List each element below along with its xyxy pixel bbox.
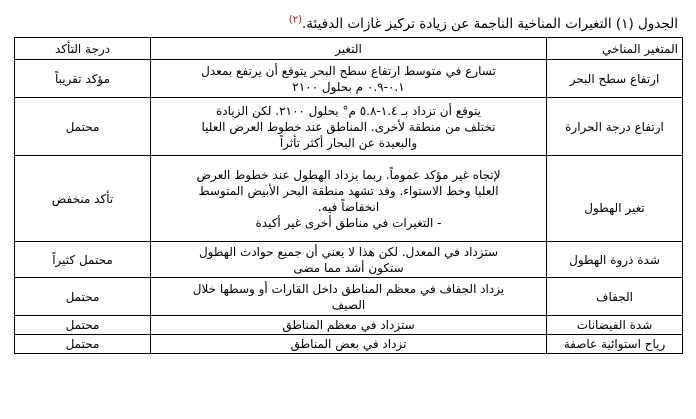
- cell-change: [151, 98, 547, 156]
- change-line: العليا وخط الاستواء. وقد تشهد منطقة البحر الأبيض المتوسط: [198, 183, 499, 198]
- table-row: [15, 60, 683, 98]
- cell-variable: شدة الفيضانات: [547, 316, 683, 335]
- cell-variable: ارتفاع درجة الحرارة: [547, 98, 683, 156]
- header-climate-variable: المتغير المناخي: [547, 38, 683, 60]
- cell-variable: الجفاف: [547, 278, 683, 316]
- change-line: ستزداد في معظم المناطق: [282, 318, 415, 332]
- table-row: [15, 242, 683, 278]
- cell-certainty: محتمل: [15, 278, 151, 316]
- climate-change-table: [14, 37, 683, 354]
- cell-variable: رياح استوائية عاصفة: [547, 335, 683, 354]
- table-row: [15, 316, 683, 335]
- cell-certainty: تأكد منخفض: [15, 156, 151, 242]
- cell-change: [151, 278, 547, 316]
- cell-change: [151, 156, 547, 242]
- change-line: - التغيرات في مناطق أخرى غير أكيدة: [255, 215, 442, 230]
- change-line: ستكون أشد مما مضى: [293, 260, 404, 275]
- header-certainty: درجة التأكد: [15, 38, 151, 60]
- cell-change: [151, 242, 547, 278]
- table-header-row: [15, 38, 683, 60]
- change-line: والبعيدة عن البحار أكثر تأثراً: [279, 135, 418, 150]
- cell-certainty: مؤكد تقريباً: [15, 60, 151, 98]
- header-change: التغير: [151, 38, 547, 60]
- change-line: الصيف: [331, 297, 366, 312]
- change-line: لإتجاه غير مؤكد عموماً. ربما يزداد الهطول عند خطوط العرض: [196, 167, 501, 182]
- cell-change: [151, 60, 547, 98]
- change-line: ٠.١-٠.٩ م بحلول ٢١٠٠: [292, 79, 405, 94]
- change-line: يزداد الجفاف في معظم المناطق داخل القارات أو وسطها خلال: [192, 281, 505, 296]
- table-row: [15, 156, 683, 242]
- change-line: تسارع في متوسط ارتفاع سطح البحر يتوقع أن يرتفع بمعدل: [201, 63, 496, 78]
- cell-variable: تغير الهطول: [547, 156, 683, 242]
- cell-certainty: محتمل: [15, 316, 151, 335]
- change-line: يتوقع أن تزداد بـ ١.٤-٥.٨ م° بحلول ٢١٠٠. لكن الزيادة: [215, 103, 482, 118]
- change-line: ستزداد في المعدل. لكن هذا لا يعني أن جميع حوادث الهطول: [198, 244, 499, 259]
- cell-variable: شدة ذروة الهطول: [547, 242, 683, 278]
- cell-variable: ارتفاع سطح البحر: [547, 60, 683, 98]
- cell-certainty: محتمل: [15, 98, 151, 156]
- cell-change: [151, 335, 547, 354]
- change-line: تختلف من منطقة لأخرى. المناطق عند خطوط العرض العليا: [201, 119, 496, 134]
- table-caption-text: الجدول (١) التغيرات المناخية الناجمة عن زيادة تركيز غازات الدفيئة.: [301, 16, 678, 32]
- table-row: [15, 98, 683, 156]
- table-caption: [289, 14, 678, 34]
- change-line: انخفاضاً فيه.: [317, 199, 380, 214]
- cell-certainty: محتمل: [15, 335, 151, 354]
- cell-certainty: محتمل كثيراً: [15, 242, 151, 278]
- reference-number: (٢): [288, 14, 302, 26]
- table-row: [15, 278, 683, 316]
- cell-change: [151, 316, 547, 335]
- table-row: [15, 335, 683, 354]
- change-line: تزداد في بعض المناطق: [290, 337, 407, 351]
